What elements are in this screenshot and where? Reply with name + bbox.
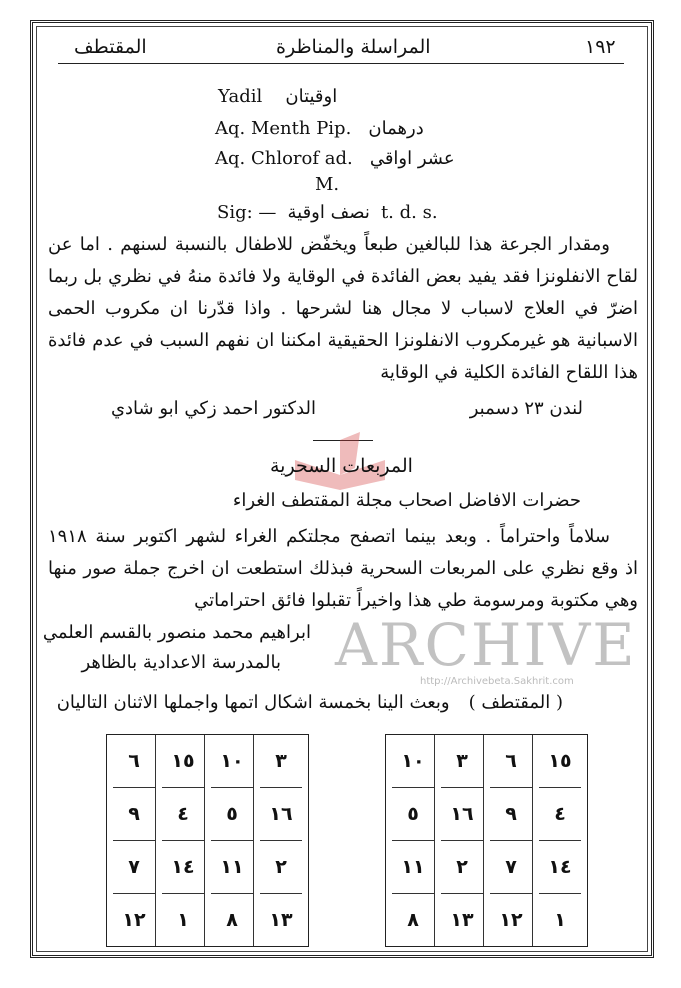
- arabic-term: نصف اوقية: [287, 202, 370, 223]
- magic-square-cell: ٥: [392, 788, 435, 841]
- magic-square-cell: ٩: [113, 788, 156, 841]
- magic-square-cell: ٣: [441, 735, 484, 788]
- magic-square-cell: ١: [554, 909, 566, 931]
- latin-term: Aq. Menth Pip.: [215, 118, 352, 139]
- arabic-term: عشر اواقي: [369, 148, 455, 169]
- prescription-line: [217, 202, 438, 223]
- magic-square-cell: ٧: [113, 841, 156, 894]
- page-number: ١٩٢: [585, 36, 616, 58]
- letter2-body: [48, 521, 638, 617]
- magic-square-row: [392, 735, 581, 788]
- section-title: المراسلة والمناظرة: [276, 36, 431, 58]
- signature-name: ابراهيم محمد منصور بالقسم العلمي: [42, 622, 311, 643]
- signature-school: بالمدرسة الاعدادية بالظاهر: [81, 652, 281, 673]
- magic-square-cell: ٢: [441, 841, 484, 894]
- magic-square-cell: ٦: [113, 735, 156, 788]
- text-line: اضرّ في العلاج لاسباب لا مجال هنا لشرحها . واذا قدّرنا ان مكروب الحمى: [48, 298, 638, 319]
- magic-square-cell: ٤: [539, 788, 581, 841]
- magic-square-cell: ١٤: [539, 841, 581, 894]
- prescription-line: [315, 174, 339, 195]
- signature: الدكتور احمد زكي ابو شادي: [110, 398, 316, 419]
- magic-square-cell: ١٣: [269, 909, 293, 931]
- magic-square-cell: ٨: [392, 894, 435, 946]
- place-date: لندن ٢٣ دسمبر: [469, 398, 583, 419]
- latin-term: Sig: —: [217, 202, 277, 223]
- magic-square-cell: ٤: [162, 788, 205, 841]
- text-line: وهي مكتوبة ومرسومة طي هذا واخيراً تقبلوا فائق احتراماتي: [194, 590, 638, 611]
- magic-square-left: [106, 734, 309, 947]
- magic-square-row: [113, 735, 302, 788]
- latin-term: M.: [315, 174, 340, 195]
- journal-name: المقتطف: [74, 36, 147, 58]
- magic-square-row: [113, 894, 302, 946]
- watermark-text: ARCHIVE: [335, 611, 637, 679]
- editor-note: [57, 692, 563, 713]
- section-heading: المربعات السحرية: [270, 455, 413, 477]
- magic-square-cell: ٦: [490, 735, 533, 788]
- magic-square-cell: ١٣: [441, 894, 484, 946]
- magic-square-cell: ٧: [490, 841, 533, 894]
- magic-square-cell: ١٢: [113, 894, 156, 946]
- watermark-url: http://Archivebeta.Sakhrit.com: [420, 676, 574, 687]
- latin-term: t. d. s.: [380, 202, 438, 223]
- magic-square-cell: ١٠: [211, 735, 254, 788]
- magic-square-cell: ١٥: [539, 735, 581, 788]
- magic-square-cell: ١٦: [441, 788, 484, 841]
- text-line: اذ وقع نظري على المربعات السحرية فبذلك استطعت ان اخرج جملة صور منها: [48, 558, 638, 579]
- arabic-term: درهمان: [368, 118, 424, 139]
- salutation: حضرات الافاضل اصحاب مجلة المقتطف الغراء: [232, 490, 581, 511]
- magic-square-cell: ١٦: [260, 788, 302, 841]
- prescription-line: [218, 86, 337, 107]
- latin-term: Aq. Chlorof ad.: [215, 148, 353, 169]
- magic-square-cell: ٢: [260, 841, 302, 894]
- magic-square-row: [392, 841, 581, 894]
- text-line: لقاح الانفلونزا فقد يفيد بعض الفائدة في الوقاية ولا فائدة منهُ في نظري بل ربما: [48, 266, 638, 287]
- magic-square-cell: ١٠: [392, 735, 435, 788]
- magic-square-row: [392, 894, 581, 946]
- magic-square-cell: ٥: [211, 788, 254, 841]
- magic-square-row: [392, 788, 581, 841]
- header-rule: [58, 63, 624, 64]
- magic-square-cell: ٩: [490, 788, 533, 841]
- magic-square-cell: ١٢: [490, 894, 533, 946]
- magic-square-cell: ٨: [211, 894, 254, 946]
- prescription-line: [215, 148, 455, 169]
- editor-note-text: وبعث الينا بخمسة اشكال اتمها واجملها الاثنان التاليان: [56, 692, 450, 713]
- magic-square-row: [113, 841, 302, 894]
- magic-square-cell: ١: [162, 894, 205, 946]
- text-line: سلاماً واحتراماً . وبعد بينما اتصفح مجلتكم الغراء لشهر اكتوبر سنة ١٩١٨: [48, 526, 610, 547]
- magic-square-cell: ١١: [392, 841, 435, 894]
- magic-square-right: [385, 734, 588, 947]
- magic-square-cell: ١٥: [162, 735, 205, 788]
- text-line: هذا اللقاح الفائدة الكلية في الوقاية: [380, 362, 638, 383]
- magic-square-cell: ١٤: [162, 841, 205, 894]
- magic-square-row: [113, 788, 302, 841]
- magic-square-cell: ١١: [211, 841, 254, 894]
- text-line: الاسبانية هو غيرمكروب الانفلونزا الحقيقية امكننا ان نفهم السبب في عدم فائدة: [48, 330, 638, 351]
- magic-square-cell: ٣: [260, 735, 302, 788]
- letter1-body: [48, 229, 638, 389]
- latin-term: Yadil: [218, 86, 263, 107]
- arabic-term: اوقيتان: [285, 86, 338, 107]
- text-line: ومقدار الجرعة هذا للبالغين طبعاً ويخفّض للاطفال بالنسبة لسنهم . اما عن: [48, 234, 610, 255]
- editor-label: ( المقتطف ): [468, 692, 563, 713]
- prescription-line: [215, 118, 424, 139]
